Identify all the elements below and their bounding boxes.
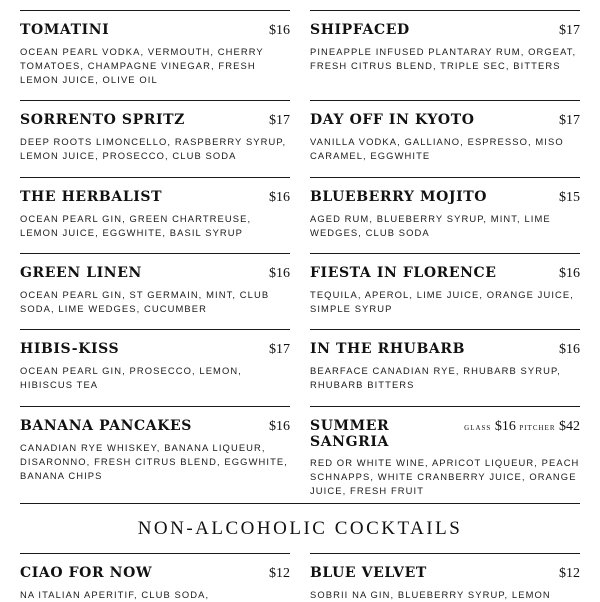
item-name: BANANA PANCAKES	[20, 418, 193, 434]
pitcher-price: $42	[559, 419, 580, 434]
item-name: GREEN LINEN	[20, 265, 142, 281]
item-name: TOMATINI	[20, 22, 110, 38]
item-name: FIESTA IN FLORENCE	[310, 265, 497, 281]
item-description: RED OR WHITE WINE, APRICOT LIQUEUR, PEACH SCHNAPPS, WHITE CRANBERRY JUICE, ORANGE JUICE, FRESH FRUIT	[310, 457, 580, 496]
glass-price: $16	[494, 419, 516, 434]
menu-item	[20, 100, 290, 163]
item-name: SORRENTO SPRITZ	[20, 112, 185, 128]
section-divider	[20, 503, 580, 504]
item-price: $17	[269, 342, 290, 357]
item-name: BLUEBERRY MOJITO	[310, 189, 488, 205]
item-description: PINEAPPLE INFUSED PLANTARAY RUM, ORGEAT, FRESH CITRUS BLEND, TRIPLE SEC, BITTERS	[310, 46, 577, 71]
item-price: $16	[269, 190, 290, 205]
menu-item	[310, 553, 580, 602]
item-price: $15	[559, 190, 580, 205]
item-name: HIBIS-KISS	[20, 341, 120, 357]
section-title: NON-ALCOHOLIC COCKTAILS	[137, 518, 463, 539]
item-description: OCEAN PEARL GIN, PROSECCO, LEMON, HIBISCUS TEA	[20, 365, 242, 390]
item-description: OCEAN PEARL GIN, ST GERMAIN, MINT, CLUB SODA, LIME WEDGES, CUCUMBER	[20, 289, 270, 314]
menu-item	[20, 406, 290, 483]
divider	[20, 553, 290, 554]
item-description: BEARFACE CANADIAN RYE, RHUBARB SYRUP, RHUBARB BITTERS	[310, 365, 561, 390]
item-description: OCEAN PEARL GIN, GREEN CHARTREUSE, LEMON JUICE, EGGWHITE, BASIL SYRUP	[20, 213, 252, 238]
item-description: CANADIAN RYE WHISKEY, BANANA LIQUEUR, DISARONNO, FRESH CITRUS BLEND, EGGWHITE, BANANA CHIPS	[20, 442, 288, 481]
item-name: SUMMER SANGRIA	[310, 418, 390, 450]
item-name: CIAO FOR NOW	[20, 565, 153, 581]
divider	[20, 10, 290, 11]
item-price: $16	[269, 266, 290, 281]
item-description: SOBRII NA GIN, BLUEBERRY SYRUP, LEMON	[310, 589, 551, 600]
menu-item	[20, 329, 290, 392]
pitcher-label: PITCHER	[519, 424, 556, 432]
item-price: $17	[269, 113, 290, 128]
item-description: OCEAN PEARL VODKA, VERMOUTH, CHERRY TOMATOES, CHAMPAGNE VINEGAR, FRESH LEMON JUICE, OLIVE OIL	[20, 46, 264, 85]
item-price: $16	[559, 266, 580, 281]
menu-item	[310, 329, 580, 392]
menu-item-sangria	[310, 406, 580, 498]
divider	[20, 329, 290, 330]
divider	[310, 10, 580, 11]
item-description: TEQUILA, APEROL, LIME JUICE, ORANGE JUICE, SIMPLE SYRUP	[310, 289, 574, 314]
menu-item	[310, 253, 580, 316]
item-name: BLUE VELVET	[310, 565, 427, 581]
divider	[310, 100, 580, 101]
divider	[20, 177, 290, 178]
menu-item	[310, 10, 580, 73]
divider	[20, 253, 290, 254]
divider	[20, 406, 290, 407]
menu-item	[20, 253, 290, 316]
item-price: $12	[269, 566, 290, 581]
menu-item	[20, 177, 290, 240]
item-name: IN THE RHUBARB	[310, 341, 466, 357]
item-description: DEEP ROOTS LIMONCELLO, RASPBERRY SYRUP, LEMON JUICE, PROSECCO, CLUB SODA	[20, 136, 287, 161]
item-price: $17	[559, 113, 580, 128]
divider	[20, 100, 290, 101]
item-price: $16	[559, 342, 580, 357]
item-price: $16	[269, 419, 290, 434]
item-name: DAY OFF IN KYOTO	[310, 112, 475, 128]
divider	[310, 329, 580, 330]
item-description: NA ITALIAN APERITIF, CLUB SODA,	[20, 589, 210, 600]
divider	[310, 177, 580, 178]
menu-item	[310, 177, 580, 240]
glass-label: GLASS	[464, 424, 492, 432]
item-description: VANILLA VODKA, GALLIANO, ESPRESSO, MISO CARAMEL, EGGWHITE	[310, 136, 564, 161]
divider	[310, 253, 580, 254]
item-description: AGED RUM, BLUEBERRY SYRUP, MINT, LIME WEDGES, CLUB SODA	[310, 213, 551, 238]
menu-item	[20, 10, 290, 87]
item-name: SHIPFACED	[310, 22, 410, 38]
item-price: $17	[559, 23, 580, 38]
item-price: $12	[559, 566, 580, 581]
divider	[310, 553, 580, 554]
divider	[310, 406, 580, 407]
menu-item	[20, 553, 290, 602]
item-price-options	[464, 419, 580, 435]
item-name: THE HERBALIST	[20, 189, 163, 205]
item-price: $16	[269, 23, 290, 38]
menu-item	[310, 100, 580, 163]
